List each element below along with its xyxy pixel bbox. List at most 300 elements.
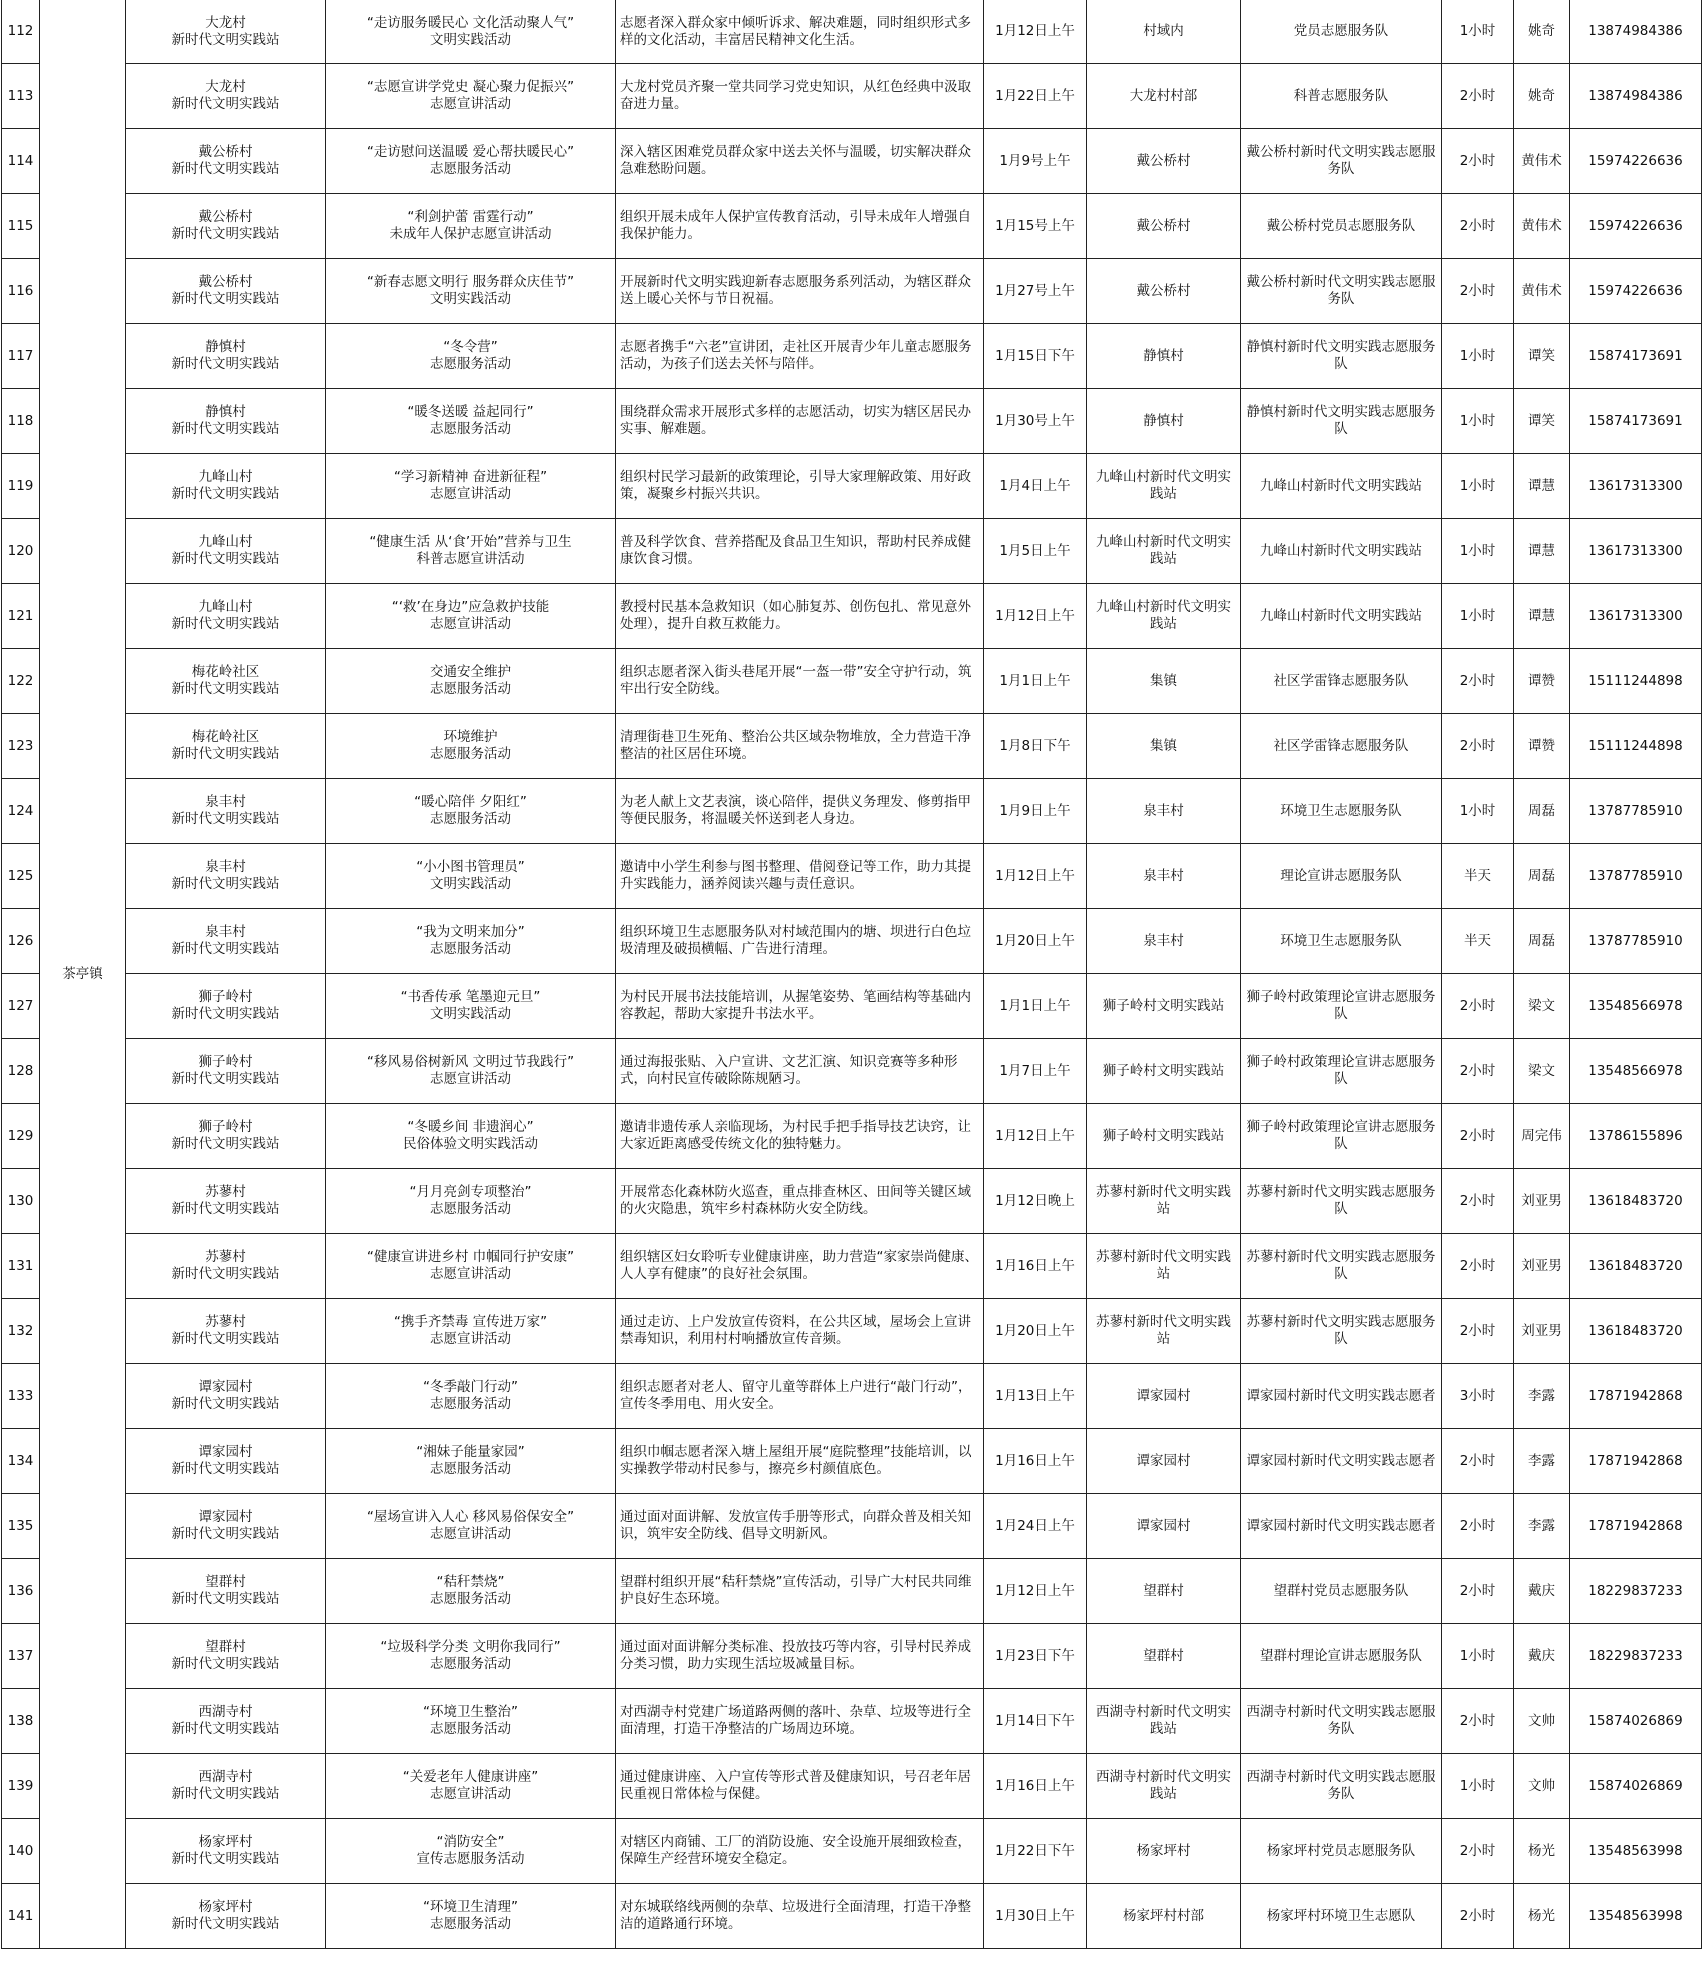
- activity-duration: 2小时: [1442, 1299, 1514, 1364]
- contact-phone: 15974226636: [1570, 129, 1702, 194]
- contact-phone: 13617313300: [1570, 454, 1702, 519]
- volunteer-team: 九峰山村新时代文明实践站: [1241, 584, 1442, 649]
- table-row: [2, 1624, 1702, 1689]
- activity-title: “学习新精神 奋进新征程”: [393, 469, 548, 485]
- contact-phone: 15874026869: [1570, 1754, 1702, 1819]
- contact-person: 姚奇: [1514, 0, 1570, 64]
- table-row: [2, 1364, 1702, 1429]
- activity-date: 1月15日下午: [984, 324, 1087, 389]
- activity-content: 通过海报张贴、入户宣讲、文艺汇演、知识竞赛等多种形式，向村民宣传破除陈规陋习。: [616, 1039, 984, 1104]
- unit-subtitle: 新时代文明实践站: [171, 1786, 280, 1802]
- volunteer-team: 党员志愿服务队: [1241, 0, 1442, 64]
- activity-title-cell: [326, 909, 616, 974]
- table-row: [2, 1104, 1702, 1169]
- activity-title: “利剑护蕾 雷霆行动”: [407, 209, 534, 225]
- volunteer-team: 环境卫生志愿服务队: [1241, 779, 1442, 844]
- contact-person: 李露: [1514, 1494, 1570, 1559]
- activity-date: 1月4日上午: [984, 454, 1087, 519]
- activity-date: 1月16日上午: [984, 1234, 1087, 1299]
- unit-cell: [126, 1364, 326, 1429]
- activity-duration: 1小时: [1442, 519, 1514, 584]
- unit-name: 谭家园村: [198, 1509, 253, 1525]
- table-row: [2, 1234, 1702, 1299]
- table-row: [2, 909, 1702, 974]
- activity-content: 深入辖区困难党员群众家中送去关怀与温暖，切实解决群众急难愁盼问题。: [616, 129, 984, 194]
- activity-date: 1月27号上午: [984, 259, 1087, 324]
- contact-person: 周完伟: [1514, 1104, 1570, 1169]
- activity-title-cell: [326, 324, 616, 389]
- activity-title-cell: [326, 649, 616, 714]
- activity-title: “我为文明来加分”: [416, 924, 525, 940]
- table-row: [2, 1689, 1702, 1754]
- row-number: 141: [2, 1884, 40, 1949]
- unit-name: 九峰山村: [198, 534, 253, 550]
- activity-title-cell: [326, 1039, 616, 1104]
- activity-content: 为村民开展书法技能培训，从握笔姿势、笔画结构等基础内容教起，帮助大家提升书法水平。: [616, 974, 984, 1039]
- town-cell: 茶亭镇: [40, 0, 126, 1949]
- activity-type: 志愿宣讲活动: [430, 1331, 511, 1347]
- unit-subtitle: 新时代文明实践站: [171, 1136, 280, 1152]
- row-number: 125: [2, 844, 40, 909]
- unit-cell: [126, 1819, 326, 1884]
- activity-content: 开展新时代文明实践迎新春志愿服务系列活动，为辖区群众送上暖心关怀与节日祝福。: [616, 259, 984, 324]
- activity-duration: 1小时: [1442, 389, 1514, 454]
- unit-cell: [126, 1689, 326, 1754]
- activity-date: 1月8日下午: [984, 714, 1087, 779]
- table-row: [2, 324, 1702, 389]
- activity-date: 1月13日上午: [984, 1364, 1087, 1429]
- volunteer-team: 杨家坪村环境卫生志愿队: [1241, 1884, 1442, 1949]
- table-row: [2, 1559, 1702, 1624]
- activity-place: 苏蓼村新时代文明实践站: [1087, 1299, 1241, 1364]
- activity-content: 大龙村党员齐聚一堂共同学习党史知识，从红色经典中汲取奋进力量。: [616, 64, 984, 129]
- unit-subtitle: 新时代文明实践站: [171, 421, 280, 437]
- activity-place: 谭家园村: [1087, 1364, 1241, 1429]
- table-row: [2, 519, 1702, 584]
- unit-subtitle: 新时代文明实践站: [171, 96, 280, 112]
- activity-duration: 半天: [1442, 844, 1514, 909]
- contact-person: 戴庆: [1514, 1559, 1570, 1624]
- activity-place: 村域内: [1087, 0, 1241, 64]
- table-row: [2, 1494, 1702, 1559]
- activity-date: 1月20日上午: [984, 1299, 1087, 1364]
- activity-title: 环境维护: [443, 729, 498, 745]
- row-number: 137: [2, 1624, 40, 1689]
- volunteer-team: 狮子岭村政策理论宣讲志愿服务队: [1241, 1104, 1442, 1169]
- activity-type: 未成年人保护志愿宣讲活动: [389, 226, 552, 242]
- contact-phone: 13618483720: [1570, 1169, 1702, 1234]
- activity-place: 九峰山村新时代文明实践站: [1087, 454, 1241, 519]
- contact-phone: 13787785910: [1570, 844, 1702, 909]
- row-number: 119: [2, 454, 40, 519]
- activity-title: “秸秆禁烧”: [436, 1574, 505, 1590]
- table-row: [2, 1429, 1702, 1494]
- activity-title: “携手齐禁毒 宣传进万家”: [393, 1314, 548, 1330]
- activity-content: 组织村民学习最新的政策理论，引导大家理解政策、用好政策，凝聚乡村振兴共识。: [616, 454, 984, 519]
- table-row: [2, 1819, 1702, 1884]
- contact-person: 谭慧: [1514, 519, 1570, 584]
- unit-name: 静慎村: [205, 404, 246, 420]
- activity-title-cell: [326, 1559, 616, 1624]
- volunteer-team: 戴公桥村新时代文明实践志愿服务队: [1241, 259, 1442, 324]
- activity-date: 1月16日上午: [984, 1429, 1087, 1494]
- unit-cell: [126, 454, 326, 519]
- activity-content: 志愿者携手“六老”宣讲团，走社区开展青少年儿童志愿服务活动，为孩子们送去关怀与陪伴。: [616, 324, 984, 389]
- unit-subtitle: 新时代文明实践站: [171, 876, 280, 892]
- activity-place: 谭家园村: [1087, 1494, 1241, 1559]
- unit-name: 西湖寺村: [198, 1769, 253, 1785]
- row-number: 124: [2, 779, 40, 844]
- activity-type: 志愿宣讲活动: [430, 1071, 511, 1087]
- activity-title-cell: [326, 1884, 616, 1949]
- unit-subtitle: 新时代文明实践站: [171, 1916, 280, 1932]
- activity-duration: 1小时: [1442, 1624, 1514, 1689]
- activity-title: “走访慰问送温暖 爱心帮扶暖民心”: [366, 144, 575, 160]
- contact-person: 谭笑: [1514, 389, 1570, 454]
- activity-title-cell: [326, 64, 616, 129]
- unit-subtitle: 新时代文明实践站: [171, 1201, 280, 1217]
- unit-name: 谭家园村: [198, 1444, 253, 1460]
- contact-phone: 13874984386: [1570, 0, 1702, 64]
- activity-type: 志愿服务活动: [430, 681, 511, 697]
- unit-cell: [126, 649, 326, 714]
- unit-cell: [126, 389, 326, 454]
- contact-person: 谭笑: [1514, 324, 1570, 389]
- activity-title-cell: [326, 129, 616, 194]
- volunteer-team: 狮子岭村政策理论宣讲志愿服务队: [1241, 974, 1442, 1039]
- activity-content: 开展常态化森林防火巡查，重点排查林区、田间等关键区域的火灾隐患，筑牢乡村森林防火安全防线。: [616, 1169, 984, 1234]
- unit-name: 狮子岭村: [198, 1119, 253, 1135]
- row-number: 135: [2, 1494, 40, 1559]
- activity-place: 苏蓼村新时代文明实践站: [1087, 1169, 1241, 1234]
- unit-cell: [126, 584, 326, 649]
- activity-content: 对西湖寺村党建广场道路两侧的落叶、杂草、垃圾等进行全面清理，打造干净整洁的广场周边环境。: [616, 1689, 984, 1754]
- activity-place: 静慎村: [1087, 324, 1241, 389]
- unit-subtitle: 新时代文明实践站: [171, 1526, 280, 1542]
- unit-subtitle: 新时代文明实践站: [171, 486, 280, 502]
- activity-place: 望群村: [1087, 1624, 1241, 1689]
- activity-title-cell: [326, 519, 616, 584]
- unit-name: 苏蓼村: [205, 1249, 246, 1265]
- contact-person: 谭赞: [1514, 714, 1570, 779]
- activity-content: 对东城联络线两侧的杂草、垃圾进行全面清理，打造干净整洁的道路通行环境。: [616, 1884, 984, 1949]
- contact-phone: 13787785910: [1570, 909, 1702, 974]
- activity-date: 1月22日下午: [984, 1819, 1087, 1884]
- contact-phone: 13874984386: [1570, 64, 1702, 129]
- contact-person: 谭赞: [1514, 649, 1570, 714]
- activity-duration: 1小时: [1442, 1754, 1514, 1819]
- activity-duration: 2小时: [1442, 1559, 1514, 1624]
- activity-place: 戴公桥村: [1087, 259, 1241, 324]
- row-number: 136: [2, 1559, 40, 1624]
- unit-name: 西湖寺村: [198, 1704, 253, 1720]
- activity-date: 1月5日上午: [984, 519, 1087, 584]
- activity-place: 西湖寺村新时代文明实践站: [1087, 1754, 1241, 1819]
- activity-content: 组织辖区妇女聆听专业健康讲座，助力营造“家家崇尚健康、人人享有健康”的良好社会氛围。: [616, 1234, 984, 1299]
- unit-cell: [126, 1559, 326, 1624]
- unit-subtitle: 新时代文明实践站: [171, 226, 280, 242]
- row-number: 138: [2, 1689, 40, 1754]
- unit-name: 望群村: [205, 1639, 246, 1655]
- activity-date: 1月14日下午: [984, 1689, 1087, 1754]
- contact-person: 杨光: [1514, 1884, 1570, 1949]
- activity-title: “消防安全”: [436, 1834, 505, 1850]
- activity-type: 志愿服务活动: [430, 356, 511, 372]
- contact-phone: 15874026869: [1570, 1689, 1702, 1754]
- activity-content: 志愿者深入群众家中倾听诉求、解决难题，同时组织形式多样的文化活动，丰富居民精神文化生活。: [616, 0, 984, 64]
- volunteer-team: 谭家园村新时代文明实践志愿者: [1241, 1429, 1442, 1494]
- contact-phone: 15974226636: [1570, 194, 1702, 259]
- activity-duration: 1小时: [1442, 454, 1514, 519]
- contact-phone: 13617313300: [1570, 519, 1702, 584]
- unit-subtitle: 新时代文明实践站: [171, 1851, 280, 1867]
- row-number: 120: [2, 519, 40, 584]
- activity-content: 通过健康讲座、入户宣传等形式普及健康知识，号召老年居民重视日常体检与保健。: [616, 1754, 984, 1819]
- unit-subtitle: 新时代文明实践站: [171, 1656, 280, 1672]
- activity-type: 民俗体验文明实践活动: [403, 1136, 538, 1152]
- activity-title: “湘妹子能量家园”: [416, 1444, 525, 1460]
- unit-name: 戴公桥村: [198, 144, 253, 160]
- row-number: 128: [2, 1039, 40, 1104]
- table-row: [2, 129, 1702, 194]
- unit-subtitle: 新时代文明实践站: [171, 1071, 280, 1087]
- contact-person: 刘亚男: [1514, 1169, 1570, 1234]
- activity-duration: 2小时: [1442, 64, 1514, 129]
- activity-place: 狮子岭村文明实践站: [1087, 974, 1241, 1039]
- volunteer-team: 苏蓼村新时代文明实践志愿服务队: [1241, 1169, 1442, 1234]
- activity-title-cell: [326, 1624, 616, 1689]
- unit-subtitle: 新时代文明实践站: [171, 161, 280, 177]
- row-number: 133: [2, 1364, 40, 1429]
- activity-type: 志愿宣讲活动: [430, 96, 511, 112]
- activity-duration: 2小时: [1442, 714, 1514, 779]
- row-number: 130: [2, 1169, 40, 1234]
- unit-cell: [126, 1039, 326, 1104]
- unit-subtitle: 新时代文明实践站: [171, 1396, 280, 1412]
- activity-place: 泉丰村: [1087, 844, 1241, 909]
- activity-type: 文明实践活动: [430, 31, 511, 48]
- activity-title-cell: [326, 779, 616, 844]
- activity-type: 志愿服务活动: [430, 1461, 511, 1477]
- activity-type: 志愿服务活动: [430, 1201, 511, 1217]
- activity-duration: 2小时: [1442, 1819, 1514, 1884]
- unit-cell: [126, 1429, 326, 1494]
- row-number: 140: [2, 1819, 40, 1884]
- table-row: [2, 454, 1702, 519]
- activity-title: “健康宣讲进乡村 巾帼同行护安康”: [366, 1249, 575, 1265]
- contact-phone: 17871942868: [1570, 1429, 1702, 1494]
- volunteer-team: 狮子岭村政策理论宣讲志愿服务队: [1241, 1039, 1442, 1104]
- activity-title-cell: [326, 1754, 616, 1819]
- activity-content: 清理街巷卫生死角、整治公共区域杂物堆放，全力营造干净整洁的社区居住环境。: [616, 714, 984, 779]
- volunteer-team: 静慎村新时代文明实践志愿服务队: [1241, 324, 1442, 389]
- unit-name: 杨家坪村: [198, 1834, 253, 1850]
- activity-type: 志愿服务活动: [430, 1916, 511, 1932]
- unit-name: 梅花岭社区: [191, 729, 260, 745]
- activity-title-cell: [326, 714, 616, 779]
- activity-place: 戴公桥村: [1087, 129, 1241, 194]
- activity-title: “冬季敲门行动”: [423, 1379, 518, 1395]
- unit-cell: [126, 909, 326, 974]
- unit-subtitle: 新时代文明实践站: [171, 811, 280, 827]
- contact-phone: 17871942868: [1570, 1494, 1702, 1559]
- activity-date: 1月1日上午: [984, 649, 1087, 714]
- activity-title: “书香传承 笔墨迎元旦”: [400, 989, 541, 1005]
- activity-type: 志愿服务活动: [430, 746, 511, 762]
- row-number: 127: [2, 974, 40, 1039]
- volunteer-team: 苏蓼村新时代文明实践志愿服务队: [1241, 1299, 1442, 1364]
- unit-cell: [126, 519, 326, 584]
- activity-title: “志愿宣讲学党史 凝心聚力促振兴”: [366, 79, 575, 95]
- activity-date: 1月9日上午: [984, 779, 1087, 844]
- activity-title-cell: [326, 1819, 616, 1884]
- contact-phone: 13617313300: [1570, 584, 1702, 649]
- unit-cell: [126, 324, 326, 389]
- unit-cell: [126, 1754, 326, 1819]
- contact-phone: 15974226636: [1570, 259, 1702, 324]
- volunteer-team: 九峰山村新时代文明实践站: [1241, 454, 1442, 519]
- activity-duration: 2小时: [1442, 259, 1514, 324]
- volunteer-team: 苏蓼村新时代文明实践志愿服务队: [1241, 1234, 1442, 1299]
- contact-phone: 15111244898: [1570, 649, 1702, 714]
- unit-subtitle: 新时代文明实践站: [171, 1331, 280, 1347]
- activity-title-cell: [326, 1104, 616, 1169]
- unit-subtitle: 新时代文明实践站: [171, 291, 280, 307]
- unit-subtitle: 新时代文明实践站: [171, 1461, 280, 1477]
- activity-title-cell: [326, 974, 616, 1039]
- activity-date: 1月24日上午: [984, 1494, 1087, 1559]
- volunteer-team: 西湖寺村新时代文明实践志愿服务队: [1241, 1689, 1442, 1754]
- row-number: 118: [2, 389, 40, 454]
- activity-place: 苏蓼村新时代文明实践站: [1087, 1234, 1241, 1299]
- contact-person: 周磊: [1514, 909, 1570, 974]
- activity-title-cell: [326, 1299, 616, 1364]
- activity-place: 九峰山村新时代文明实践站: [1087, 584, 1241, 649]
- activity-type: 文明实践活动: [430, 291, 511, 307]
- contact-phone: 18229837233: [1570, 1559, 1702, 1624]
- activity-date: 1月23日下午: [984, 1624, 1087, 1689]
- activity-title-cell: [326, 0, 616, 64]
- unit-subtitle: 新时代文明实践站: [171, 941, 280, 957]
- activity-title-cell: [326, 194, 616, 259]
- table-body: [2, 0, 1702, 1949]
- activity-place: 望群村: [1087, 1559, 1241, 1624]
- unit-subtitle: 新时代文明实践站: [171, 551, 280, 567]
- contact-person: 黄伟术: [1514, 129, 1570, 194]
- table-row: [2, 259, 1702, 324]
- volunteer-team: 静慎村新时代文明实践志愿服务队: [1241, 389, 1442, 454]
- activity-date: 1月1日上午: [984, 974, 1087, 1039]
- unit-cell: [126, 1884, 326, 1949]
- activity-title: “月月亮剑专项整治”: [409, 1184, 532, 1200]
- activity-type: 志愿服务活动: [430, 421, 511, 437]
- activity-date: 1月12日上午: [984, 1104, 1087, 1169]
- unit-subtitle: 新时代文明实践站: [171, 616, 280, 632]
- activity-title: “环境卫生清理”: [423, 1899, 518, 1915]
- activity-duration: 2小时: [1442, 1494, 1514, 1559]
- table-row: [2, 584, 1702, 649]
- contact-person: 梁文: [1514, 974, 1570, 1039]
- activity-duration: 2小时: [1442, 1234, 1514, 1299]
- row-number: 114: [2, 129, 40, 194]
- activity-title: “暖冬送暖 益起同行”: [407, 404, 534, 420]
- activity-date: 1月15号上午: [984, 194, 1087, 259]
- activity-type: 志愿服务活动: [430, 1591, 511, 1607]
- activity-title-cell: [326, 1234, 616, 1299]
- contact-person: 文帅: [1514, 1754, 1570, 1819]
- unit-subtitle: 新时代文明实践站: [171, 356, 280, 372]
- volunteer-team: 谭家园村新时代文明实践志愿者: [1241, 1494, 1442, 1559]
- contact-phone: 13548563998: [1570, 1819, 1702, 1884]
- activity-content: 对辖区内商铺、工厂的消防设施、安全设施开展细致检查，保障生产经营环境安全稳定。: [616, 1819, 984, 1884]
- table-row: [2, 714, 1702, 779]
- table-row: [2, 1884, 1702, 1949]
- activity-title-cell: [326, 1429, 616, 1494]
- activity-date: 1月12日上午: [984, 844, 1087, 909]
- unit-name: 大龙村: [205, 79, 246, 95]
- table-row: [2, 779, 1702, 844]
- table-row: [2, 1754, 1702, 1819]
- row-number: 115: [2, 194, 40, 259]
- activity-title-cell: [326, 454, 616, 519]
- volunteer-team: 戴公桥村党员志愿服务队: [1241, 194, 1442, 259]
- activity-title-cell: [326, 844, 616, 909]
- activity-content: 围绕群众需求开展形式多样的志愿活动，切实为辖区居民办实事、解难题。: [616, 389, 984, 454]
- row-number: 134: [2, 1429, 40, 1494]
- activity-title: “小小图书管理员”: [416, 859, 525, 875]
- activity-duration: 2小时: [1442, 1884, 1514, 1949]
- activity-content: 组织环境卫生志愿服务队对村域范围内的塘、坝进行白色垃圾清理及破损横幅、广告进行清理。: [616, 909, 984, 974]
- volunteer-team: 九峰山村新时代文明实践站: [1241, 519, 1442, 584]
- activity-type: 文明实践活动: [430, 876, 511, 892]
- activity-place: 集镇: [1087, 714, 1241, 779]
- activity-place: 西湖寺村新时代文明实践站: [1087, 1689, 1241, 1754]
- activity-content: 邀请非遗传承人亲临现场，为村民手把手指导技艺诀窍，让大家近距离感受传统文化的独特魅力。: [616, 1104, 984, 1169]
- unit-name: 苏蓼村: [205, 1184, 246, 1200]
- contact-phone: 15111244898: [1570, 714, 1702, 779]
- activity-type: 志愿宣讲活动: [430, 1526, 511, 1542]
- activity-title: 交通安全维护: [430, 664, 511, 680]
- activity-content: 邀请中小学生利参与图书整理、借阅登记等工作，助力其提升实践能力，涵养阅读兴趣与责任意识。: [616, 844, 984, 909]
- table-row: [2, 0, 1702, 64]
- contact-person: 戴庆: [1514, 1624, 1570, 1689]
- activity-duration: 1小时: [1442, 324, 1514, 389]
- contact-phone: 15874173691: [1570, 389, 1702, 454]
- unit-subtitle: 新时代文明实践站: [171, 681, 280, 697]
- contact-person: 梁文: [1514, 1039, 1570, 1104]
- unit-name: 梅花岭社区: [191, 664, 260, 680]
- row-number: 131: [2, 1234, 40, 1299]
- activity-type: 科普志愿宣讲活动: [416, 551, 525, 567]
- activity-title: “移风易俗树新风 文明过节我践行”: [366, 1054, 575, 1070]
- contact-person: 谭慧: [1514, 584, 1570, 649]
- activity-title-cell: [326, 1494, 616, 1559]
- contact-phone: 13787785910: [1570, 779, 1702, 844]
- activity-duration: 2小时: [1442, 194, 1514, 259]
- activity-type: 志愿宣讲活动: [430, 486, 511, 502]
- activity-duration: 2小时: [1442, 129, 1514, 194]
- activity-title: “健康生活 从‘食’开始”营养与卫生: [369, 534, 572, 550]
- unit-name: 狮子岭村: [198, 1054, 253, 1070]
- unit-cell: [126, 1169, 326, 1234]
- activity-title: “关爱老年人健康讲座”: [402, 1769, 539, 1785]
- activity-title: “垃圾科学分类 文明你我同行”: [380, 1639, 561, 1655]
- contact-person: 刘亚男: [1514, 1299, 1570, 1364]
- table-row: [2, 194, 1702, 259]
- contact-person: 谭慧: [1514, 454, 1570, 519]
- contact-person: 黄伟术: [1514, 194, 1570, 259]
- activity-title-cell: [326, 259, 616, 324]
